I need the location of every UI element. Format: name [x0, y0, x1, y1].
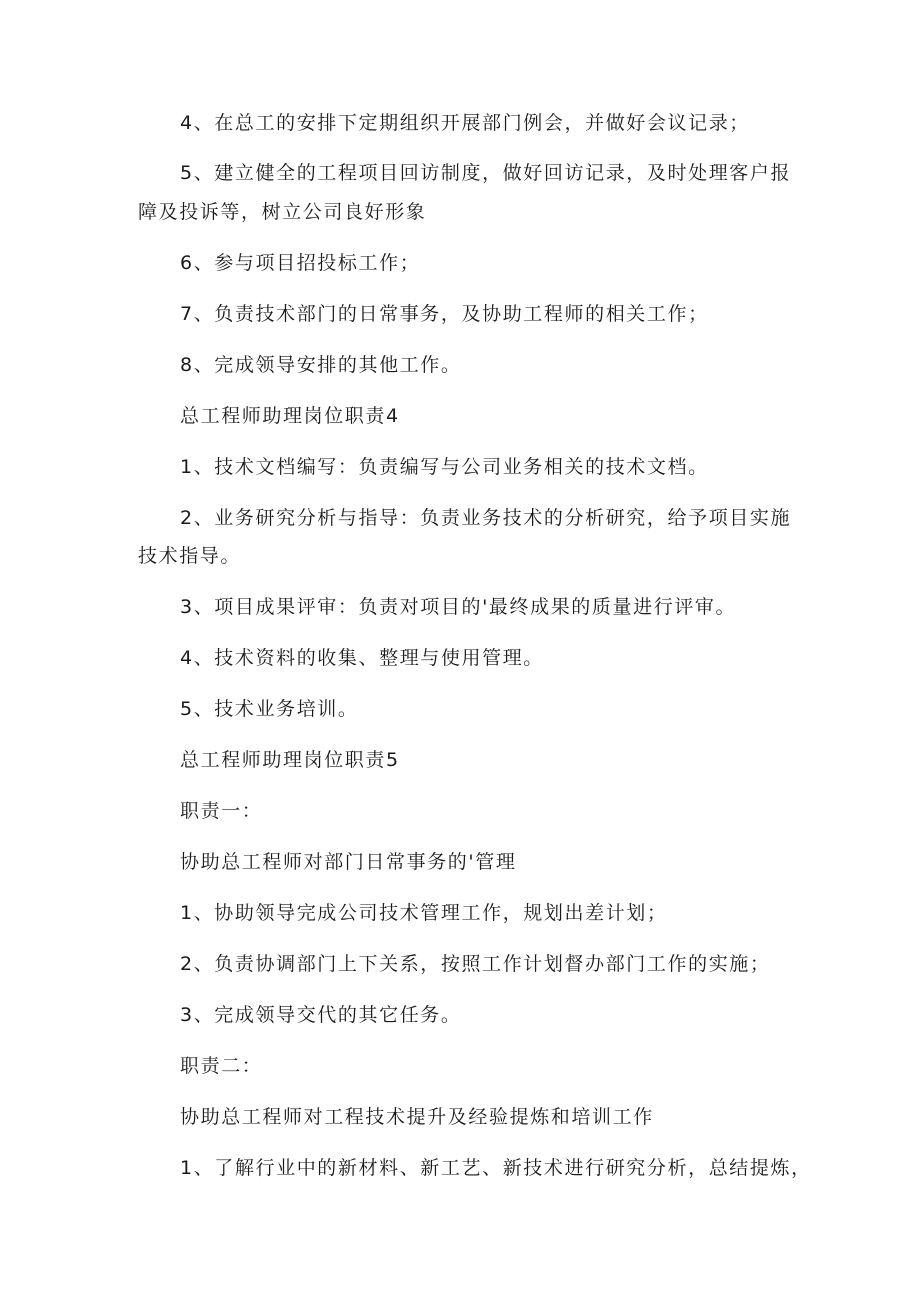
- paragraph-line: 3、项目成果评审：负责对项目的'最终成果的质量进行评审。: [180, 596, 737, 618]
- paragraph-line: 协助总工程师对工程技术提升及经验提炼和培训工作: [180, 1106, 654, 1128]
- subsection-label: 职责一：: [180, 800, 263, 822]
- paragraph-line: 5、建立健全的工程项目回访制度，做好回访记录，及时处理客户报: [180, 162, 792, 184]
- paragraph-line: 4、在总工的安排下定期组织开展部门例会，并做好会议记录；: [180, 112, 750, 134]
- paragraph-line: 1、了解行业中的新材料、新工艺、新技术进行研究分析，总结提炼，: [180, 1157, 812, 1179]
- paragraph-line: 2、业务研究分析与指导：负责业务技术的分析研究，给予项目实施: [180, 507, 792, 529]
- paragraph-line: 6、参与项目招投标工作；: [180, 252, 421, 274]
- paragraph-continuation: 障及投诉等，树立公司良好形象: [138, 201, 427, 223]
- paragraph-line: 3、完成领导交代的其它任务。: [180, 1004, 462, 1026]
- subsection-label: 职责二：: [180, 1055, 263, 1077]
- paragraph-line: 5、技术业务培训。: [180, 698, 359, 720]
- paragraph-line: 8、完成领导安排的其他工作。: [180, 354, 462, 376]
- paragraph-line: 1、技术文档编写：负责编写与公司业务相关的技术文档。: [180, 456, 709, 478]
- paragraph-line: 4、技术资料的收集、整理与使用管理。: [180, 647, 544, 669]
- paragraph-line: 协助总工程师对部门日常事务的'管理: [180, 851, 517, 873]
- paragraph-continuation: 技术指导。: [138, 545, 242, 567]
- section-heading: 总工程师助理岗位职责4: [180, 405, 400, 427]
- paragraph-line: 7、负责技术部门的日常事务，及协助工程师的相关工作；: [180, 303, 709, 325]
- section-heading: 总工程师助理岗位职责5: [180, 749, 400, 771]
- paragraph-line: 1、协助领导完成公司技术管理工作，规划出差计划；: [180, 902, 668, 924]
- paragraph-line: 2、负责协调部门上下关系，按照工作计划督办部门工作的实施；: [180, 953, 771, 975]
